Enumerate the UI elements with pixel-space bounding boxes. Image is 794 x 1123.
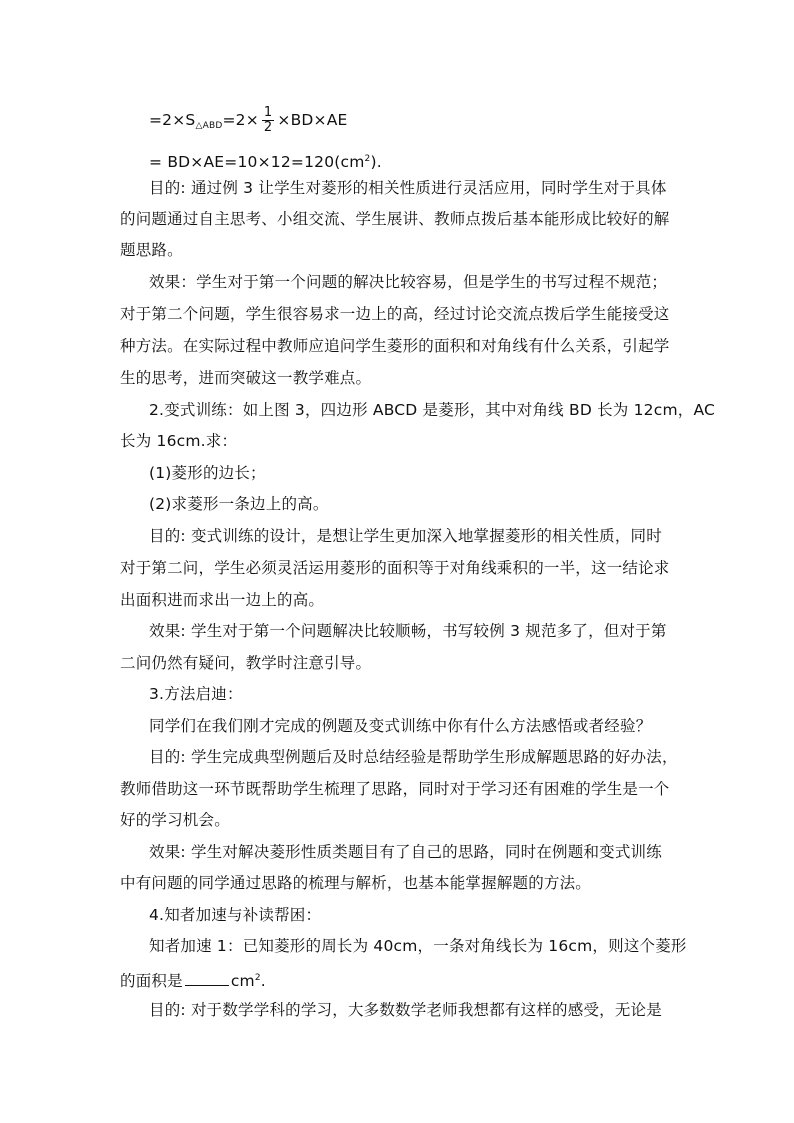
paragraph-line: (2)求菱形一条边上的高。	[149, 495, 329, 513]
paragraph-line: 目的: 学生完成典型例题后及时总结经验是帮助学生形成解题思路的好办法，	[149, 748, 678, 766]
paragraph-line: 对于第二个问题，学生很容易求一边上的高，经过讨论交流点拨后学生能接受这	[120, 305, 670, 323]
paragraph-line: 对于第二问，学生必须灵活运用菱形的面积等于对角线乘积的一半，这一结论求	[120, 559, 670, 577]
formula-subscript: △ABD	[195, 121, 223, 131]
formula-text: = BD×AE=10×12=120(cm	[149, 153, 365, 171]
paragraph-line: (1)菱形的边长；	[149, 464, 266, 482]
paragraph-line: 效果：学生对于第一个问题的解决比较容易，但是学生的书写过程不规范；	[149, 273, 668, 291]
paragraph-line: 教师借助这一环节既帮助学生梳理了思路，同时对于学习还有困难的学生是一个	[120, 780, 670, 798]
fraction-denominator: 2	[263, 120, 273, 135]
formula-text: =2×	[222, 111, 259, 129]
section-heading: 4.知者加速与补读帮困：	[149, 906, 322, 924]
paragraph-line: 目的: 变式训练的设计，是想让学生更加深入地掌握菱形的相关性质，同时	[149, 527, 662, 545]
paragraph-line: 同学们在我们刚才完成的例题及变式训练中你有什么方法感悟或者经验？	[149, 717, 652, 735]
period-text: .	[260, 972, 266, 990]
paragraph-line: 效果: 学生对于第一个问题解决比较顺畅，书写较例 3 规范多了，但对于第	[149, 622, 667, 640]
paragraph-line: 生的思考，进而突破这一教学难点。	[120, 369, 372, 387]
paragraph-line: 题思路。	[120, 241, 183, 259]
fraction	[262, 106, 274, 135]
formula-superscript: 2	[364, 154, 371, 164]
paragraph-line: 目的: 对于数学学科的学习，大多数数学老师我想都有这样的感受，无论是	[149, 1001, 662, 1019]
paragraph-line: 的问题通过自主思考、小组交流、学生展讲、教师点拨后基本能形成比较好的解	[120, 210, 670, 228]
paragraph-line	[120, 968, 266, 991]
paragraph-line: 中有问题的同学通过思路的梳理与解析，也基本能掌握解题的方法。	[120, 874, 592, 892]
formula-line-1	[149, 106, 348, 136]
formula-text: ).	[370, 153, 382, 171]
paragraph-line: 效果: 学生对解决菱形性质类题目有了自己的思路，同时在例题和变式训练	[149, 843, 662, 861]
answer-blank	[185, 971, 229, 986]
formula-line-2	[149, 149, 382, 172]
paragraph-line: 好的学习机会。	[120, 811, 230, 829]
question-text: 的面积是	[120, 972, 183, 990]
fraction-numerator: 1	[263, 105, 273, 120]
paragraph-line: 知者加速 1：已知菱形的周长为 40cm，一条对角线长为 16cm，则这个菱形	[149, 937, 687, 955]
section-heading: 3.方法启迪：	[149, 685, 243, 703]
paragraph-line: 种方法。在实际过程中教师应追问学生菱形的面积和对角线有什么关系，引起学	[120, 337, 670, 355]
unit-superscript: 2	[254, 973, 261, 983]
paragraph-line: 长为 16cm.求：	[120, 432, 238, 450]
paragraph-line: 出面积进而求出一边上的高。	[120, 591, 325, 609]
formula-text: ×BD×AE	[277, 111, 348, 129]
formula-text: =2×S	[149, 111, 196, 129]
paragraph-line: 目的: 通过例 3 让学生对菱形的相关性质进行灵活应用，同时学生对于具体	[149, 179, 667, 197]
unit-text: cm	[230, 972, 255, 990]
paragraph-line: 2.变式训练：如上图 3，四边形 ABCD 是菱形，其中对角线 BD 长为 12cm，AC	[149, 401, 716, 419]
paragraph-line: 二问仍然有疑问，教学时注意引导。	[120, 654, 372, 672]
